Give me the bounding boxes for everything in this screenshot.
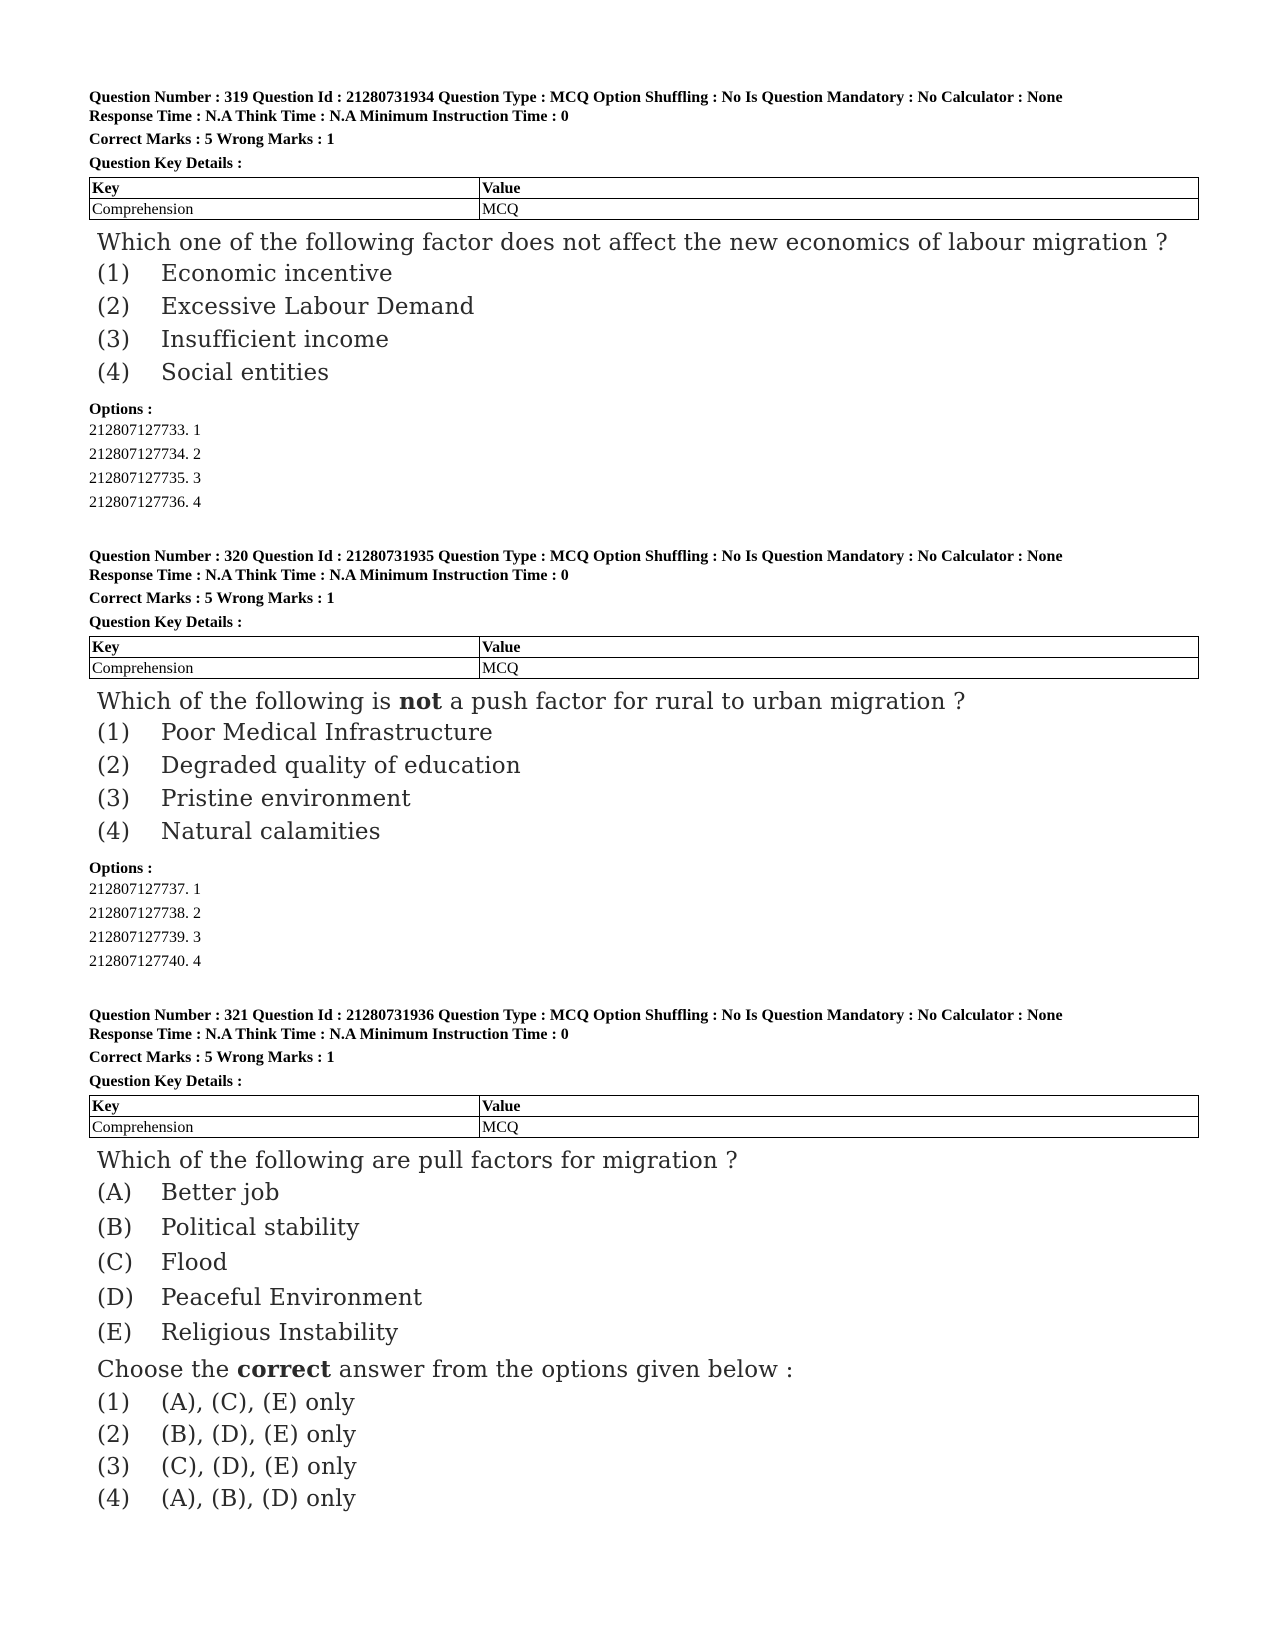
statement-label: (B) bbox=[97, 1215, 133, 1241]
key-header: Key bbox=[90, 637, 480, 658]
instruction-text-part: answer from the options given below : bbox=[331, 1357, 794, 1383]
choice-number: (4) bbox=[97, 360, 131, 386]
statement-label: (E) bbox=[97, 1320, 133, 1346]
choice-text: Pristine environment bbox=[161, 786, 411, 812]
statement-label: (D) bbox=[97, 1285, 134, 1311]
key-details-table bbox=[89, 1095, 1199, 1138]
key-cell: Comprehension bbox=[90, 199, 480, 220]
choice-text: Excessive Labour Demand bbox=[161, 294, 475, 320]
key-cell: Comprehension bbox=[90, 658, 480, 679]
choice-item bbox=[97, 1419, 1199, 1451]
value-cell: MCQ bbox=[480, 658, 1199, 679]
question-text: Which of the following are pull factors for migration ? bbox=[97, 1148, 738, 1174]
key-details-header-row bbox=[90, 1096, 1199, 1117]
key-details-row bbox=[90, 658, 1199, 679]
choice-text: Social entities bbox=[161, 360, 330, 386]
option-id-line: 212807127735. 3 bbox=[89, 470, 201, 487]
key-details-table bbox=[89, 177, 1199, 220]
choice-item bbox=[97, 717, 1199, 750]
statement-text: Peaceful Environment bbox=[161, 1285, 423, 1311]
options-title: Options : bbox=[89, 401, 153, 418]
key-details-title: Question Key Details : bbox=[89, 614, 243, 631]
choice-item bbox=[97, 1387, 1199, 1419]
choice-number: (4) bbox=[97, 1486, 131, 1512]
choice-number: (3) bbox=[97, 327, 131, 353]
key-details-row bbox=[90, 199, 1199, 220]
statement-text: Flood bbox=[161, 1250, 228, 1276]
question-block-321 bbox=[89, 1006, 1199, 1515]
statement-item bbox=[97, 1316, 1199, 1351]
choice-item bbox=[97, 750, 1199, 783]
value-cell: MCQ bbox=[480, 1117, 1199, 1138]
question-meta-line1: Question Number : 319 Question Id : 21280731934 Question Type : MCQ Option Shuffling : No Is Question Mandatory : No Calculator : None bbox=[89, 89, 1063, 106]
choice-text: Poor Medical Infrastructure bbox=[161, 720, 493, 746]
options-title: Options : bbox=[89, 860, 153, 877]
choice-text: Degraded quality of education bbox=[161, 753, 521, 779]
key-header: Key bbox=[90, 1096, 480, 1117]
choice-text: (C), (D), (E) only bbox=[161, 1454, 357, 1480]
question-meta-line1: Question Number : 321 Question Id : 21280731936 Question Type : MCQ Option Shuffling : No Is Question Mandatory : No Calculator : None bbox=[89, 1007, 1063, 1024]
question-meta-line2: Response Time : N.A Think Time : N.A Minimum Instruction Time : 0 bbox=[89, 108, 569, 125]
option-id-line: 212807127737. 1 bbox=[89, 881, 201, 898]
choice-item bbox=[97, 816, 1199, 849]
choice-item bbox=[97, 1451, 1199, 1483]
key-header: Key bbox=[90, 178, 480, 199]
choice-number: (2) bbox=[97, 753, 131, 779]
question-marks: Correct Marks : 5 Wrong Marks : 1 bbox=[89, 590, 335, 607]
value-cell: MCQ bbox=[480, 199, 1199, 220]
value-header: Value bbox=[480, 637, 1199, 658]
choice-number: (1) bbox=[97, 261, 131, 287]
question-block-320 bbox=[89, 547, 1199, 974]
option-id-line: 212807127738. 2 bbox=[89, 905, 201, 922]
choice-item bbox=[97, 258, 1199, 291]
question-marks: Correct Marks : 5 Wrong Marks : 1 bbox=[89, 1049, 335, 1066]
key-details-title: Question Key Details : bbox=[89, 155, 243, 172]
value-header: Value bbox=[480, 178, 1199, 199]
choice-text: (B), (D), (E) only bbox=[161, 1422, 357, 1448]
choice-item bbox=[97, 357, 1199, 390]
key-details-header-row bbox=[90, 637, 1199, 658]
option-id-line: 212807127739. 3 bbox=[89, 929, 201, 946]
answer-instruction bbox=[97, 1353, 1199, 1387]
key-details-header-row bbox=[90, 178, 1199, 199]
question-text bbox=[97, 687, 1199, 717]
choice-number: (3) bbox=[97, 1454, 131, 1480]
choice-item bbox=[97, 783, 1199, 816]
question-meta-line2: Response Time : N.A Think Time : N.A Minimum Instruction Time : 0 bbox=[89, 1026, 569, 1043]
choice-item bbox=[97, 1483, 1199, 1515]
statement-label: (A) bbox=[97, 1180, 133, 1206]
choice-number: (1) bbox=[97, 720, 131, 746]
statement-item bbox=[97, 1281, 1199, 1316]
statement-label: (C) bbox=[97, 1250, 134, 1276]
choice-text: Natural calamities bbox=[161, 819, 381, 845]
option-id-line: 212807127740. 4 bbox=[89, 953, 201, 970]
key-details-title: Question Key Details : bbox=[89, 1073, 243, 1090]
instruction-text-part: Choose the bbox=[97, 1357, 238, 1383]
key-details-table bbox=[89, 636, 1199, 679]
choice-item bbox=[97, 291, 1199, 324]
choice-number: (3) bbox=[97, 786, 131, 812]
statement-item bbox=[97, 1176, 1199, 1211]
key-cell: Comprehension bbox=[90, 1117, 480, 1138]
question-text-part: Which of the following is bbox=[97, 689, 399, 715]
choice-text: Economic incentive bbox=[161, 261, 393, 287]
statement-text: Better job bbox=[161, 1180, 280, 1206]
option-id-line: 212807127733. 1 bbox=[89, 422, 201, 439]
choice-text: (A), (C), (E) only bbox=[161, 1390, 356, 1416]
question-image bbox=[97, 1146, 1199, 1515]
choice-number: (1) bbox=[97, 1390, 131, 1416]
question-block-319 bbox=[89, 88, 1199, 515]
option-id-line: 212807127734. 2 bbox=[89, 446, 201, 463]
question-text-part: a push factor for rural to urban migration ? bbox=[442, 689, 966, 715]
question-meta-line2: Response Time : N.A Think Time : N.A Minimum Instruction Time : 0 bbox=[89, 567, 569, 584]
choice-text: Insufficient income bbox=[161, 327, 390, 353]
instruction-emphasis: correct bbox=[237, 1356, 332, 1383]
question-text: Which one of the following factor does not affect the new economics of labour migration ? bbox=[97, 230, 1168, 256]
value-header: Value bbox=[480, 1096, 1199, 1117]
choice-number: (4) bbox=[97, 819, 131, 845]
statement-text: Religious Instability bbox=[161, 1320, 399, 1346]
choice-text: (A), (B), (D) only bbox=[161, 1486, 356, 1512]
statement-item bbox=[97, 1211, 1199, 1246]
option-id-line: 212807127736. 4 bbox=[89, 494, 201, 511]
question-meta-line1: Question Number : 320 Question Id : 21280731935 Question Type : MCQ Option Shuffling : No Is Question Mandatory : No Calculator : None bbox=[89, 548, 1063, 565]
question-marks: Correct Marks : 5 Wrong Marks : 1 bbox=[89, 131, 335, 148]
question-text-emphasis: not bbox=[398, 688, 443, 715]
question-image bbox=[97, 228, 1199, 390]
statement-text: Political stability bbox=[161, 1215, 360, 1241]
question-image bbox=[97, 687, 1199, 849]
choice-number: (2) bbox=[97, 294, 131, 320]
choice-item bbox=[97, 324, 1199, 357]
key-details-row bbox=[90, 1117, 1199, 1138]
choice-number: (2) bbox=[97, 1422, 131, 1448]
statement-item bbox=[97, 1246, 1199, 1281]
